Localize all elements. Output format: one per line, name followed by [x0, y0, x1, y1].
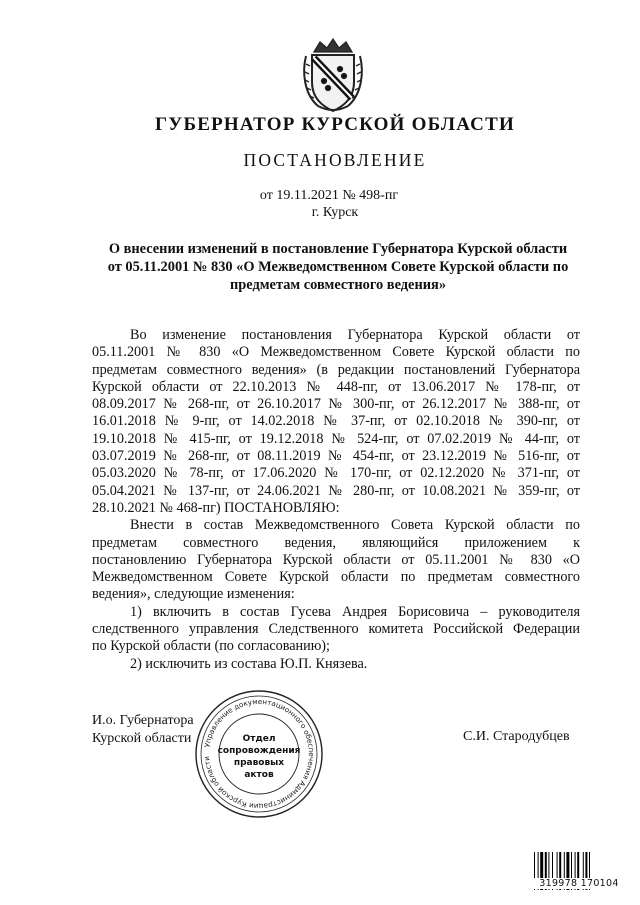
- document-title: [88, 240, 588, 294]
- stamp-center-line: правовых: [233, 758, 285, 768]
- stamp-center-line: сопровождения: [217, 746, 301, 756]
- official-stamp: [193, 688, 325, 820]
- body-line: 16.01.2018 № 9-пг, от 14.02.2018 № 37-пг, от 02.10.2018 № 390-пг, от: [92, 413, 580, 430]
- kursk-coat-of-arms-icon: [300, 36, 366, 114]
- title-line: О внесении изменений в постановление Губернатора Курской области: [108, 241, 568, 257]
- body-line: 2) исключить из состава Ю.П. Князева.: [130, 655, 368, 672]
- body-line: 19.10.2018 № 415-пг, от 19.12.2018 № 524-пг, от 07.02.2019 № 44-пг, от: [92, 430, 580, 447]
- title-line: предметам совместного ведения»: [229, 277, 447, 293]
- body-line: 28.10.2021 № 468-пг) ПОСТАНОВЛЯЮ:: [92, 499, 340, 516]
- body-line: 03.07.2019 № 268-пг, от 08.11.2019 № 454-пг, от 23.12.2019 № 516-пг, от: [92, 448, 580, 465]
- document-type: ПОСТАНОВЛЕНИЕ: [243, 150, 427, 170]
- stamp-ring-text: Управление документационного обеспечения Администрации Курской области: [202, 696, 317, 812]
- document-body: [92, 327, 580, 673]
- title-line: от 05.11.2001 № 830 «О Межведомственном Совете Курской области по: [107, 259, 569, 275]
- body-line: по Курской области (по согласованию);: [92, 638, 330, 655]
- signatory-position-line: Курской области: [92, 731, 192, 746]
- body-line: постановлению Губернатора Курской области от 05.11.2001 № 830 «О: [92, 551, 580, 568]
- body-line: предметам совместного ведения, являющийся приложением к: [92, 534, 580, 551]
- document-date-number: от 19.11.2021 № 498-пг: [259, 188, 399, 203]
- document-city: г. Курск: [311, 205, 359, 220]
- issuing-authority: ГУБЕРНАТОР КУРСКОЙ ОБЛАСТИ: [155, 114, 515, 135]
- body-line: 1) включить в состав Гусева Андрея Борисовича – руководителя: [130, 603, 580, 620]
- signatory-position-line: И.о. Губернатора: [92, 713, 194, 728]
- signatory-position: [92, 712, 194, 748]
- body-line: предметам совместного ведения» (в редакции постановлений Губернатора: [92, 361, 580, 378]
- body-line: Внести в состав Межведомственного Совета Курской области по: [130, 517, 580, 534]
- body-line: 05.04.2021 № 137-пг, от 24.06.2021 № 280-пг, от 10.08.2021 № 359-пг, от: [92, 482, 580, 499]
- body-line: 05.03.2020 № 78-пг, от 17.06.2020 № 170-пг, от 02.12.2020 № 371-пг, от: [92, 465, 580, 482]
- body-line: Курской области от 22.10.2013 № 448-пг, от 13.06.2017 № 178-пг, от: [92, 378, 580, 395]
- stamp-center-line: актов: [244, 770, 274, 780]
- body-line: следственного управления Следственного комитета Российской Федерации: [92, 621, 580, 638]
- body-line: Межведомственном Совете Курской области по предметам совместного: [92, 569, 580, 586]
- barcode-number: 319978 170104: [529, 878, 629, 889]
- body-line: 05.11.2001 № 830 «О Межведомственном Совете Курской области по: [92, 344, 580, 361]
- body-line: Во изменение постановления Губернатора Курской области от: [130, 327, 580, 343]
- stamp-center-line: Отдел: [242, 734, 276, 744]
- signatory-name: С.И. Стародубцев: [463, 729, 570, 744]
- body-line: ведения», следующие изменения:: [92, 586, 295, 603]
- body-line: 08.09.2017 № 268-пг, от 26.10.2017 № 300-пг, от 26.12.2017 № 388-пг, от: [92, 396, 580, 413]
